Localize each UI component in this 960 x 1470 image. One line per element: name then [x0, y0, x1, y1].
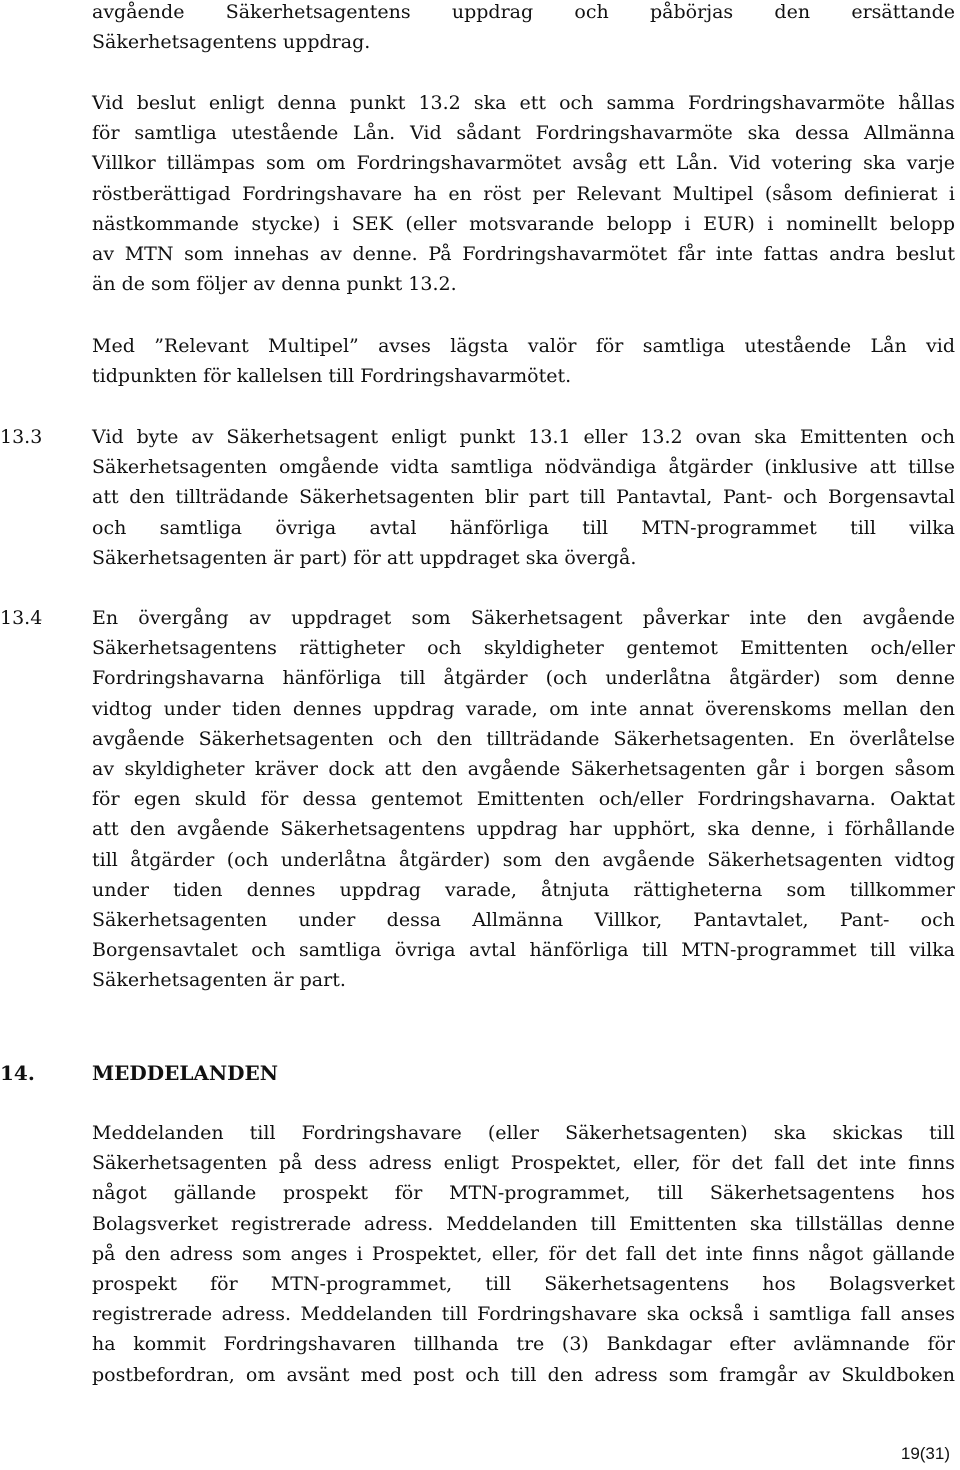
text-line: tidpunkten för kallelsen till Fordringshavarmötet.	[92, 365, 572, 388]
text-line: Säkerhetsagenten omgående vidta samtliga nödvändiga åtgärder (inklusive att tillse	[92, 456, 955, 479]
section-number-13-3: 13.3	[0, 426, 43, 448]
text-line: för samtliga utestående Lån. Vid sådant Fordringshavarmöte ska dessa Allmänna	[92, 122, 955, 145]
text-line: vidtog under tiden dennes uppdrag varade, om inte annat överenskoms mellan den	[92, 697, 955, 720]
paragraph-voting	[92, 88, 955, 299]
text-line: Bolagsverket registrerade adress. Meddelanden till Emittenten ska tillställas denne	[92, 1212, 955, 1235]
text-line: av MTN som innehas av denne. På Fordringshavarmötet får inte fattas andra beslut	[92, 242, 955, 265]
text-line: Fordringshavarna hänförliga till åtgärder (och underlåtna åtgärder) som denne	[92, 667, 955, 690]
text-line: till åtgärder (och underlåtna åtgärder) som den avgående Säkerhetsagenten vidtog	[92, 848, 955, 871]
text-line: Säkerhetsagenten är part) för att uppdraget ska övergå.	[92, 546, 637, 569]
text-line: registrerade adress. Meddelanden till Fordringshavare ska också i samtliga fall anses	[92, 1303, 955, 1326]
page-number: 19(31)	[900, 1444, 950, 1463]
text-line: Säkerhetsagentens rättigheter och skyldigheter gentemot Emittenten och/eller	[92, 637, 955, 660]
text-line: Meddelanden till Fordringshavare (eller Säkerhetsagenten) ska skickas till	[92, 1122, 955, 1144]
text-line: postbefordran, om avsänt med post och till den adress som framgår av Skuldboken	[92, 1363, 955, 1386]
text-line: än de som följer av denna punkt 13.2.	[92, 273, 457, 296]
paragraph-continuation	[92, 0, 955, 57]
text-line: prospekt för MTN-programmet, till Säkerhetsagentens hos Bolagsverket	[92, 1272, 955, 1295]
text-line: Med ”Relevant Multipel” avses lägsta valör för samtliga utestående Lån vid	[92, 335, 955, 357]
text-line: Vid beslut enligt denna punkt 13.2 ska ett och samma Fordringshavarmöte hållas	[92, 92, 955, 114]
section-number-14: 14.	[0, 1061, 35, 1085]
text-line: avgående Säkerhetsagentens uppdrag och påbörjas den ersättande	[92, 1, 955, 23]
text-line: Säkerhetsagenten på dess adress enligt Prospektet, eller, för det fall det inte finns	[92, 1152, 955, 1175]
text-line: En övergång av uppdraget som Säkerhetsagent påverkar inte den avgående	[92, 607, 955, 629]
text-line: Vid byte av Säkerhetsagent enligt punkt 13.1 eller 13.2 ovan ska Emittenten och	[92, 426, 955, 448]
section-number-13-4: 13.4	[0, 607, 43, 629]
section-14-body	[92, 1118, 955, 1390]
text-line: röstberättigad Fordringshavare ha en röst per Relevant Multipel (såsom definierat i	[92, 182, 955, 205]
text-line: Villkor tillämpas som om Fordringshavarmötet avsåg ett Lån. Vid votering ska varje	[92, 152, 955, 175]
section-13-4-body	[92, 603, 955, 995]
text-line: ha kommit Fordringshavaren tillhanda tre (3) Bankdagar efter avlämnande för	[92, 1333, 955, 1356]
text-line: Borgensavtalet och samtliga övriga avtal hänförliga till MTN-programmet till vilka	[92, 939, 955, 962]
section-13-3-body	[92, 422, 955, 573]
text-line: Säkerhetsagenten under dessa Allmänna Villkor, Pantavtalet, Pant- och	[92, 908, 955, 931]
text-line: och samtliga övriga avtal hänförliga till MTN-programmet till vilka	[92, 516, 955, 539]
text-line: av skyldigheter kräver dock att den avgående Säkerhetsagenten går i borgen såsom	[92, 757, 955, 780]
text-line: under tiden dennes uppdrag varade, åtnjuta rättigheterna som tillkommer	[92, 878, 955, 901]
text-line: att den avgående Säkerhetsagentens uppdrag har upphört, ska denne, i förhållande	[92, 818, 955, 841]
text-line: avgående Säkerhetsagenten och den tillträdande Säkerhetsagenten. En överlåtelse	[92, 727, 955, 750]
text-line: att den tillträdande Säkerhetsagenten blir part till Pantavtal, Pant- och Borgensavtal	[92, 486, 955, 509]
text-line: Säkerhetsagentens uppdrag.	[92, 31, 371, 54]
text-line: Säkerhetsagenten är part.	[92, 969, 346, 992]
text-line: nästkommande stycke) i SEK (eller motsvarande belopp i EUR) i nominellt belopp	[92, 212, 955, 235]
text-line: på den adress som anges i Prospektet, eller, för det fall det inte finns något gällande	[92, 1242, 955, 1265]
section-title-meddelanden: MEDDELANDEN	[92, 1061, 279, 1085]
text-line: för egen skuld för dessa gentemot Emittenten och/eller Fordringshavarna. Oaktat	[92, 788, 955, 811]
text-line: något gällande prospekt för MTN-programmet, till Säkerhetsagentens hos	[92, 1182, 955, 1205]
paragraph-relevant-multipel	[92, 331, 955, 391]
